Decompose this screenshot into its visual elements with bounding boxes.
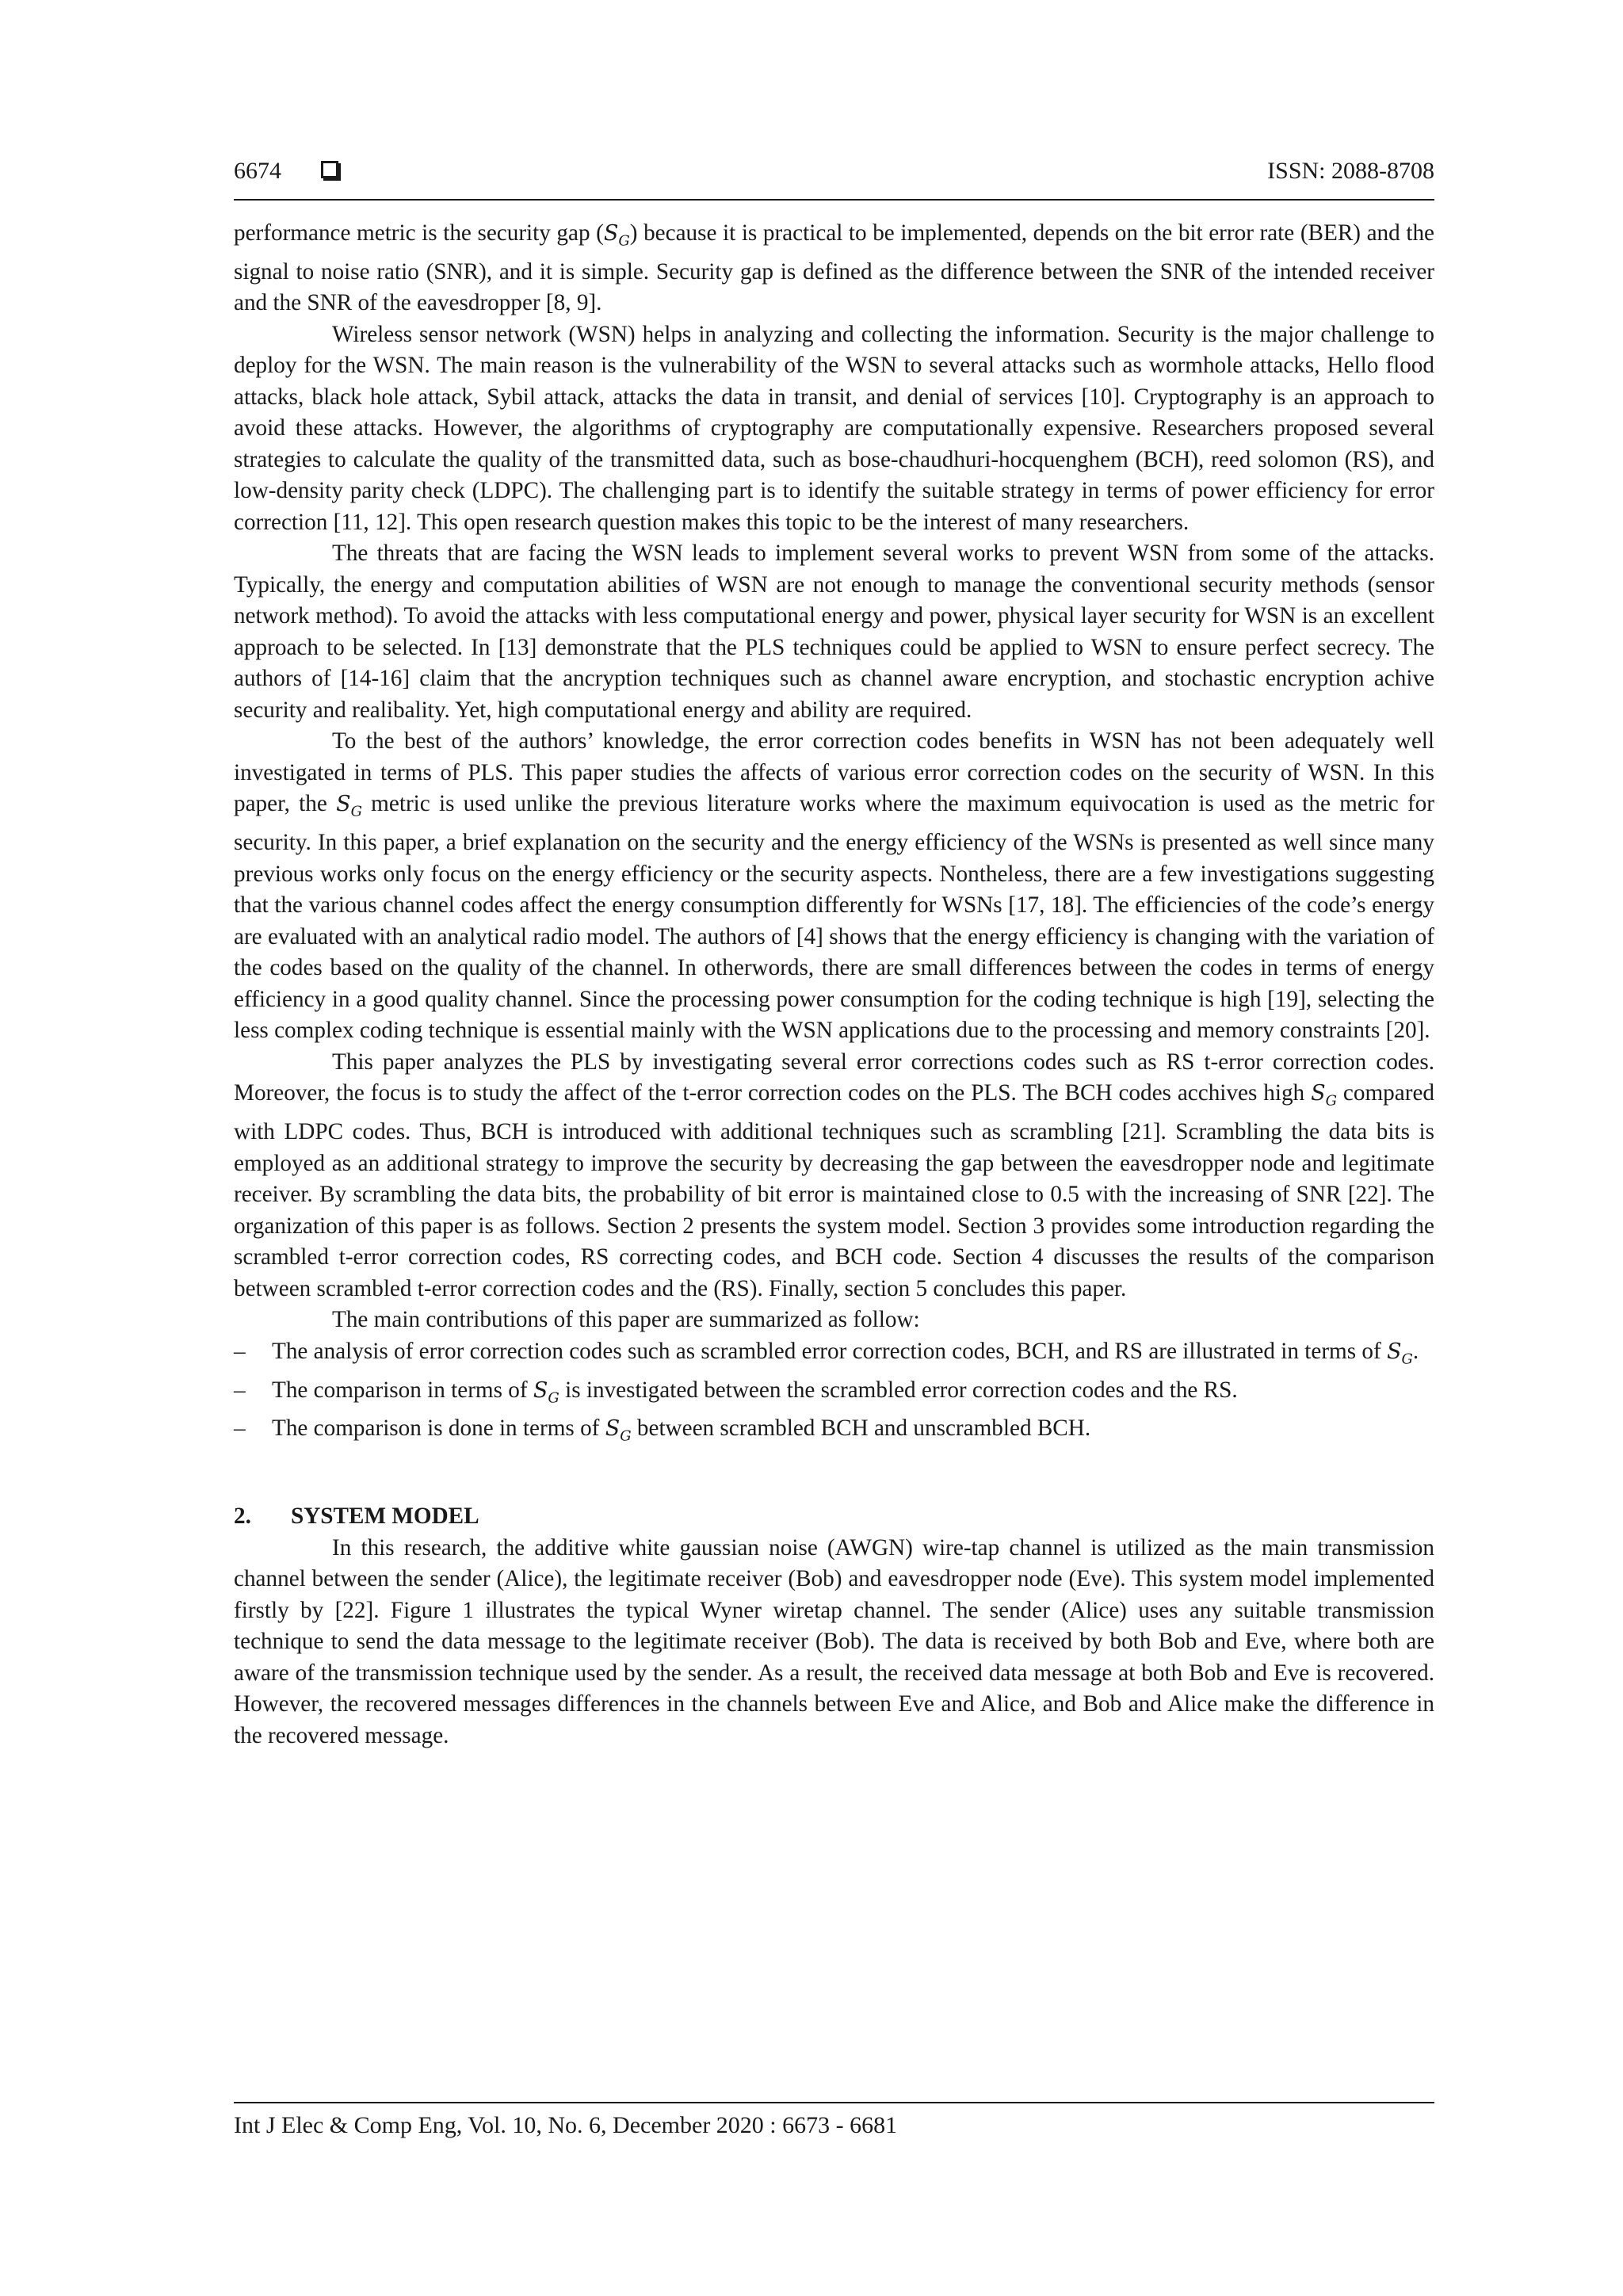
text-run: ) because it is practical to be implemented, depends on the bit error rate (BER) and the signal to noise ratio (SNR), and it is simple. Security gap is defined as the difference between the SNR of the intended receiver and the SNR of the eavesdropper [8, 9].	[234, 220, 1434, 316]
page-number: 6674	[234, 158, 281, 184]
text-run: This paper analyzes the PLS by investigating several error corrections codes such as RS t-error correction codes. Moreover, the focus is to study the affect of the t-error correction codes on the PLS. The BCH codes acchives high	[234, 1049, 1434, 1106]
paragraph-system-model: In this research, the additive white gaussian noise (AWGN) wire-tap channel is utilized as the main transmission channel between the sender (Alice), the legitimate receiver (Bob) and eavesdropper node (Eve). This system model implemented firstly by [22]. Figure 1 illustrates the typical Wyner wiretap channel. The sender (Alice) uses any suitable transmission technique to send the data message to the legitimate receiver (Bob). The data is received by both Bob and Eve, where both are aware of the transmission technique used by the sender. As a result, the received data message at both Bob and Eve is recovered. However, the recovered messages differences in the channels between Eve and Alice, and Bob and Alice make the difference in the recovered message.	[234, 1534, 1434, 1748]
text-run: performance metric is the security gap (	[234, 220, 604, 246]
text-run: metric is used unlike the previous literature works where the maximum equivocation is used as the metric for security. In this paper, a brief explanation on the security and the energy efficiency of the WSNs is presented as well since many previous works only focus on the energy efficiency or the security aspects. Nontheless, there are a few investigations suggesting that the various channel codes affect the energy consumption differently for WSNs [17, 18]. The efficiencies of the code’s energy are evaluated with an analytical radio model. The authors of [4] shows that the energy efficiency is changing with the variation of the codes based on the quality of the channel. In otherwords, there are small differences between the codes in terms of energy efficiency in a good quality channel. Since the processing power consumption for the coding technique is high [19], selecting the less complex coding technique is essential mainly with the WSN applications due to the processing and memory constraints [20].	[234, 791, 1434, 1044]
sg-symbol	[603, 221, 630, 250]
text-run: compared with LDPC codes. Thus, BCH is introduced with additional techniques such as scrambling [21]. Scrambling the data bits is employed as an additional strategy to improve the security by decreasing the gap between the eavesdropper node and legitimate receiver. By scrambling the data bits, the probability of bit error is maintained close to 0.5 with the increasing of SNR [22]. The organization of this paper is as follows. Section 2 presents the system model. Section 3 provides some introduction regarding the scrambled t-error correction codes, RS correcting codes, and BCH code. Section 4 discusses the results of the comparison between scrambled t-error correction codes and the (RS). Finally, section 5 concludes this paper.	[234, 1080, 1434, 1301]
text-run: between scrambled BCH and unscrambled BCH.	[631, 1415, 1091, 1442]
symbol-sub: G	[548, 1389, 559, 1406]
symbol-sub: G	[618, 232, 630, 250]
text-run: The comparison in terms of	[272, 1377, 533, 1403]
page-footer: Int J Elec & Comp Eng, Vol. 10, No. 6, December 2020 : 6673 - 6681	[234, 2112, 898, 2138]
symbol-base: S	[603, 221, 619, 246]
symbol-base: S	[605, 1416, 621, 1442]
sg-symbol	[533, 1377, 559, 1406]
dash-bullet: –	[234, 1415, 246, 1442]
symbol-base: S	[533, 1377, 548, 1403]
checkbox-square-icon	[321, 161, 338, 178]
paragraph-knowledge	[234, 726, 1434, 1046]
symbol-base: S	[1387, 1339, 1402, 1364]
sg-symbol	[1311, 1081, 1337, 1110]
body-text	[234, 218, 1434, 1752]
symbol-base: S	[1311, 1081, 1326, 1106]
paragraph-threats: The threats that are facing the WSN leads to implement several works to prevent WSN from some of the attacks. Typically, the energy and computation abilities of WSN are not enough to manage the conventional security methods (sensor network method). To avoid the attacks with less computational energy and power, physical layer security for WSN is an excellent approach to be selected. In [13] demonstrate that the PLS techniques could be applied to WSN to ensure perfect secrecy. The authors of [14-16] claim that the ancryption techniques such as channel aware encryption, and stochastic encryption achive security and realibality. Yet, high computational energy and ability are required.	[234, 541, 1434, 723]
paragraph-wsn: Wireless sensor network (WSN) helps in analyzing and collecting the information. Security is the major challenge to deploy for the WSN. The main reason is the vulnerability of the WSN to several attacks such as wormhole attacks, Hello flood attacks, black hole attack, Sybil attack, attacks the data in transit, and denial of services [10]. Cryptography is an approach to avoid these attacks. However, the algorithms of cryptography are computationally expensive. Researchers proposed several strategies to calculate the quality of the transmitted data, such as bose-chaudhuri-hocquenghem (BCH), reed solomon (RS), and low-density parity check (LDPC). The challenging part is to identify the suitable strategy in terms of power efficiency for error correction [11, 12]. This open research question makes this topic to be the interest of many researchers.	[234, 321, 1434, 535]
footer-rule	[234, 2102, 1434, 2103]
issn-label: ISSN: 2088-8708	[1267, 158, 1434, 184]
paragraph-security-gap	[234, 218, 1434, 319]
list-item	[234, 1375, 1434, 1414]
page-header	[234, 155, 1434, 195]
list-item	[234, 1413, 1434, 1452]
text-run: .	[1412, 1338, 1419, 1364]
section-title: SYSTEM MODEL	[291, 1503, 479, 1530]
text-run: The analysis of error correction codes such as scrambled error correction codes, BCH, and RS are illustrated in terms of	[272, 1338, 1388, 1364]
sg-symbol	[336, 792, 362, 820]
sg-symbol	[605, 1416, 632, 1445]
section-number: 2.	[234, 1503, 251, 1530]
symbol-sub: G	[1401, 1350, 1413, 1368]
symbol-sub: G	[1325, 1092, 1337, 1110]
contributions-list	[234, 1336, 1434, 1453]
list-item	[234, 1336, 1434, 1375]
text-run: To the best of the authors’ knowledge, the error correction codes benefits in WSN has not been adequately well investigated in terms of PLS. This paper studies the affects of various error correction codes on the security of WSN. In this paper, the	[234, 728, 1434, 817]
text-run: is investigated between the scrambled error correction codes and the RS.	[559, 1377, 1238, 1403]
paragraph-analysis	[234, 1047, 1434, 1305]
header-rule	[234, 199, 1434, 201]
sg-symbol	[1387, 1339, 1413, 1368]
symbol-base: S	[336, 792, 351, 817]
symbol-sub: G	[350, 803, 362, 820]
dash-bullet: –	[234, 1338, 246, 1364]
paragraph-contributions-intro: The main contributions of this paper are summarized as follow:	[332, 1307, 920, 1333]
section-heading	[234, 1501, 1434, 1533]
dash-bullet: –	[234, 1377, 246, 1403]
symbol-sub: G	[620, 1427, 632, 1445]
text-run: The comparison is done in terms of	[272, 1415, 605, 1442]
